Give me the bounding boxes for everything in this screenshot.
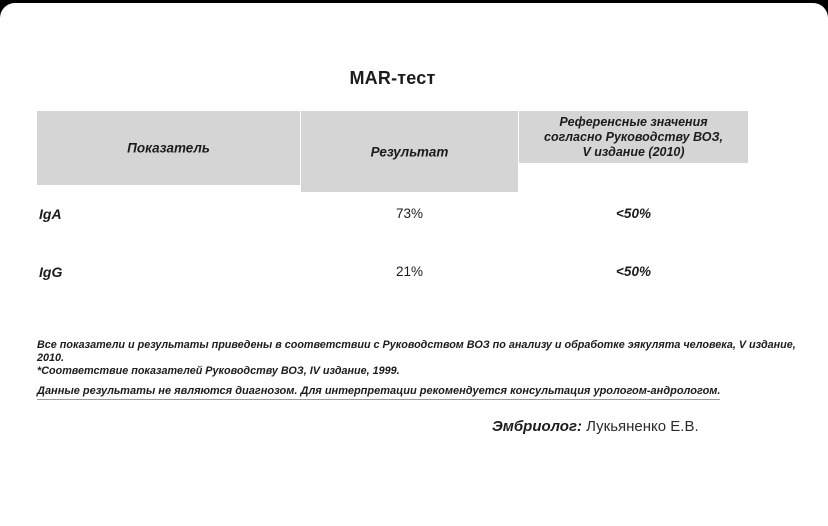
footnotes [37, 339, 812, 377]
header-cell-reference [519, 111, 748, 163]
disclaimer-text: Данные результаты не являются диагнозом. Для интерпретации рекомендуется консультация урологом-андрологом. [37, 385, 720, 400]
result-value: 21% [395, 264, 424, 279]
signature-name: Лукьяненко Е.В. [586, 418, 699, 435]
header-reference-line-1: Референсные значения [559, 115, 708, 129]
reference-value: <50% [616, 264, 651, 279]
header-cell-indicator [37, 111, 300, 185]
header-label-reference [519, 115, 748, 160]
table-row-iga [37, 206, 748, 224]
page-top-black-edge [0, 0, 828, 18]
footnote-line-1: Все показатели и результаты приведены в соответствии с Руководством ВОЗ по анализу и обработке эякулята человека, V издание, 2010. [37, 339, 796, 364]
page-top-rounded-mask [0, 3, 828, 18]
indicator-value: IgG [39, 264, 63, 280]
header-reference-line-3: V издание (2010) [582, 145, 685, 159]
table-row-igg [37, 264, 748, 282]
reference-value: <50% [616, 206, 651, 221]
disclaimer-note [37, 385, 812, 397]
header-label-indicator: Показатель [127, 140, 210, 156]
header-cell-result [301, 111, 518, 192]
signature-role: Эмбриолог: [492, 418, 582, 435]
result-value: 73% [395, 206, 424, 221]
footnote-line-2: *Соответствие показателей Руководству ВОЗ, IV издание, 1999. [37, 364, 400, 377]
header-reference-line-2: согласно Руководству ВОЗ, [544, 130, 723, 144]
signature-line [492, 418, 699, 435]
page-title: MAR-тест [349, 68, 436, 88]
header-label-result: Результат [370, 144, 449, 159]
indicator-value: IgA [39, 206, 62, 222]
